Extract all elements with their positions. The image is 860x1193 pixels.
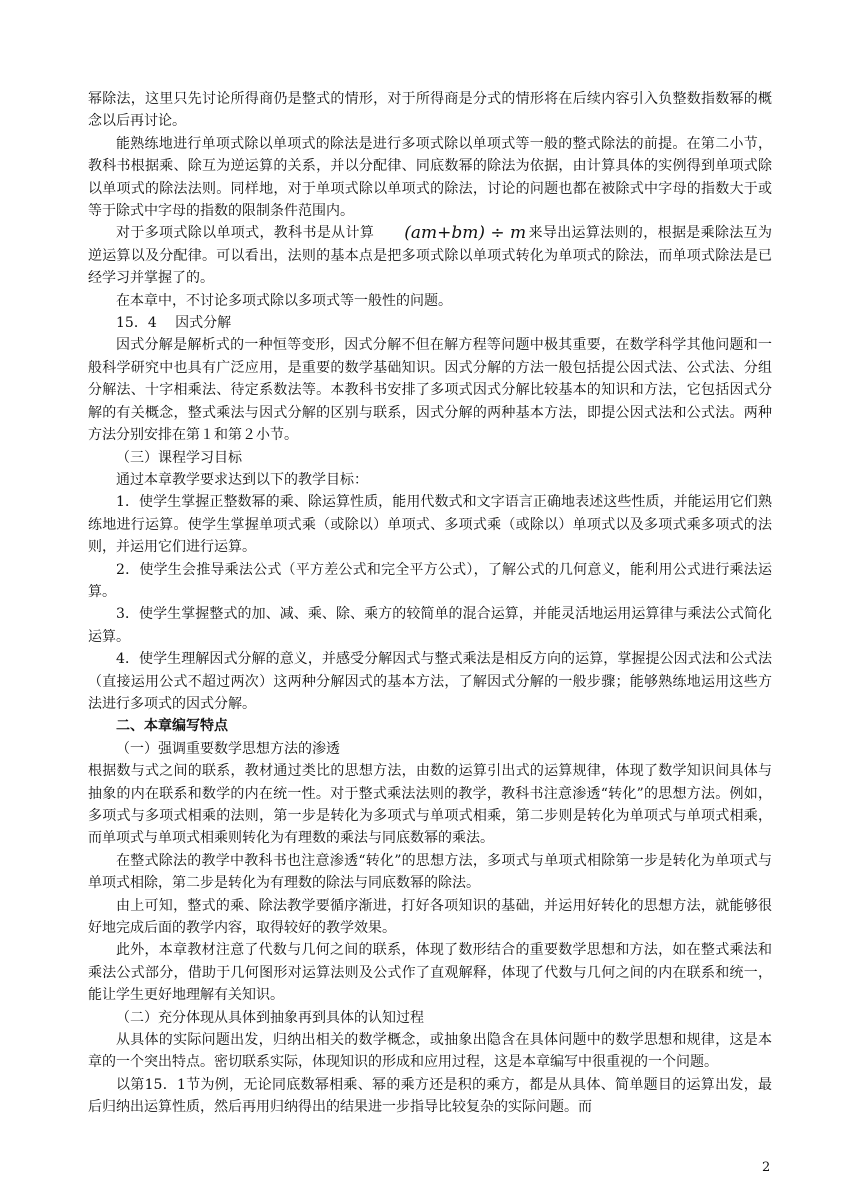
paragraph: 在整式除法的教学中教科书也注意渗透“转化”的思想方法，多项式与单项式相除第一步是转化为单项式与单项式相除，第二步是转化为有理数的除法与同底数幂的除法。 bbox=[88, 852, 772, 892]
list-item: 1．使学生掌握正整数幂的乘、除运算性质，能用代数式和文字语言正确地表述这些性质，并能运用它们熟练地进行运算。使学生掌握单项式乘（或除以）单项式、多项式乘（或除以）单项式以及多项式乘多项式的法则，并运用它们进行运算。 bbox=[88, 494, 772, 556]
paragraph-with-formula bbox=[88, 222, 772, 289]
paragraph-text: 对于多项式除以单项式，教科书是从计算 bbox=[116, 225, 375, 242]
paragraph-text: 来导出运算法则的，根据是乘除法互为逆运算以及分配律。可以看出，法则的基本点是把多项式除以单项式转化为单项式的除法，而单项式除法是已经学习并掌握了的。 bbox=[88, 225, 773, 287]
subsection-heading: （一）强调重要数学思想方法的渗透 bbox=[116, 740, 340, 757]
paragraph: 根据数与式之间的联系，教材通过类比的思想方法，由数的运算引出式的运算规律，体现了数学知识间具体与抽象的内在联系和数学的内在统一性。对于整式乘法法则的教学，教科书注意渗透“转化”的思想方法。例如，多项式与多项式相乘的法则，第一步是转化为多项式与单项式相乘，第二步则是转化为单项式与单项式相乘，而单项式与单项式相乘则转化为有理数的乘法与同底数幂的乘法。 bbox=[88, 763, 772, 847]
section-heading: 15．4 因式分解 bbox=[116, 315, 232, 332]
paragraph: 因式分解是解析式的一种恒等变形，因式分解不但在解方程等问题中极其重要，在数学科学其他问题和一般科学研究中也具有广泛应用，是重要的数学基础知识。因式分解的方法一般包括提公因式法、公式法、分组分解法、十字相乘法、待定系数法等。本教科书安排了多项式因式分解比较基本的知识和方法，它包括因式分解的有关概念，整式乘法与因式分解的区别与联系，因式分解的两种基本方法，即提公因式法和公式法。两种方法分别安排在第１和第２小节。 bbox=[88, 337, 772, 444]
formula: (am+bm) ÷ m bbox=[404, 223, 527, 244]
paragraph: 能熟练地进行单项式除以单项式的除法是进行多项式除以单项式等一般的整式除法的前提。在第二小节，教科书根据乘、除互为逆运算的关系，并以分配律、同底数幂的除法为依据，由计算具体的实例得到单项式除以单项式的除法法则。同样地，对于单项式除以单项式的除法，讨论的问题也都在被除式中字母的指数大于或等于除式中字母的指数的限制条件范围内。 bbox=[88, 135, 772, 220]
paragraph: 在本章中，不讨论多项式除以多项式等一般性的问题。 bbox=[116, 292, 452, 309]
subsection-heading: （二）充分体现从具体到抽象再到具体的认知过程 bbox=[116, 1009, 424, 1026]
paragraph: 通过本章教学要求达到以下的教学目标： bbox=[116, 471, 368, 488]
list-item: 2．使学生会推导乘法公式（平方差公式和完全平方公式），了解公式的几何意义，能利用公式进行乘法运算。 bbox=[88, 561, 772, 600]
document-body bbox=[88, 88, 772, 1119]
paragraph: 从具体的实际问题出发，归纳出相关的数学概念，或抽象出隐含在具体问题中的数学思想和规律，这是本章的一个突出特点。密切联系实际，体现知识的形成和应用过程，这是本章编写中很重视的一个问题。 bbox=[88, 1032, 772, 1071]
paragraph: 幂除法，这里只先讨论所得商仍是整式的情形，对于所得商是分式的情形将在后续内容引入负整数指数幂的概念以后再讨论。 bbox=[88, 91, 772, 130]
page-number: 2 bbox=[762, 1160, 771, 1175]
list-item: 3．使学生掌握整式的加、减、乘、除、乘方的较简单的混合运算，并能灵活地运用运算律与乘法公式简化运算。 bbox=[88, 606, 772, 645]
paragraph: 此外，本章教材注意了代数与几何之间的联系，体现了数形结合的重要数学思想和方法，如在整式乘法和乘法公式部分，借助于几何图形对运算法则及公式作了直观解释，体现了代数与几何之间的内在联系和统一，能让学生更好地理解有关知识。 bbox=[88, 942, 772, 1004]
paragraph: 以第15．1节为例，无论同底数幂相乘、幂的乘方还是积的乘方，都是从具体、简单题目的运算出发，最后归纳出运算性质，然后再用归纳得出的结果进一步指导比较复杂的实际问题。而 bbox=[88, 1076, 772, 1116]
chapter-section-heading: 二、本章编写特点 bbox=[116, 718, 228, 735]
list-item: 4．使学生理解因式分解的意义，并感受分解因式与整式乘法是相反方向的运算，掌握提公因式法和公式法（直接运用公式不超过两次）这两种分解因式的基本方法，了解因式分解的一般步骤；能够熟练地运用这些方法进行多项式的因式分解。 bbox=[88, 651, 772, 712]
paragraph: 由上可知，整式的乘、除法教学要循序渐进，打好各项知识的基础，并运用好转化的思想方法，就能够很好地完成后面的教学内容，取得较好的教学效果。 bbox=[88, 897, 772, 937]
subsection-heading: （三）课程学习目标 bbox=[116, 449, 242, 466]
